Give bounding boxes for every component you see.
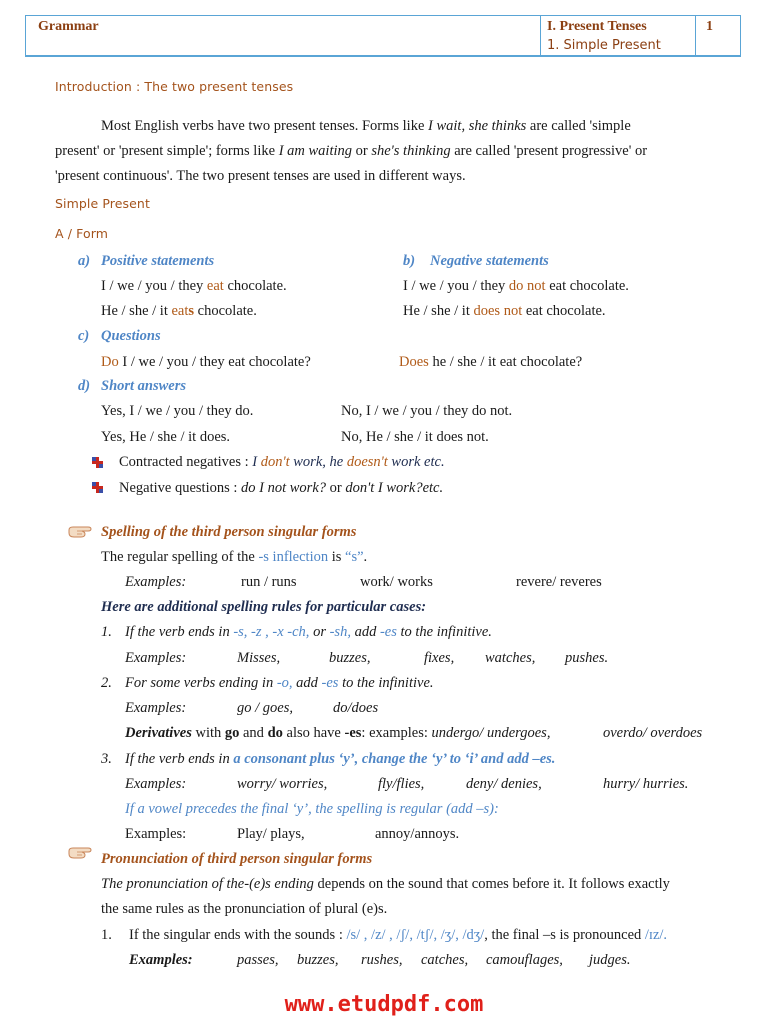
example-word: run / runs bbox=[241, 574, 297, 590]
item-label: b) bbox=[403, 253, 416, 269]
text-run: eat bbox=[206, 278, 224, 294]
text-run: : examples: bbox=[361, 725, 432, 741]
text-run: chocolate. bbox=[223, 278, 287, 294]
positive-example bbox=[101, 303, 257, 320]
example-word: fixes, bbox=[424, 650, 455, 666]
header-divider bbox=[540, 16, 541, 55]
example-word: judges. bbox=[589, 952, 631, 968]
form-heading: A / Form bbox=[55, 226, 108, 241]
text-run: I am waiting bbox=[278, 143, 352, 159]
header-subject: Grammar bbox=[38, 19, 99, 34]
rule-number: 1. bbox=[101, 927, 112, 943]
text-run: -o, bbox=[276, 675, 293, 691]
rule-text bbox=[125, 624, 492, 641]
text-run: and bbox=[239, 725, 268, 741]
text-run: he / she / it eat chocolate? bbox=[428, 354, 583, 370]
negative-statements-title: Negative statements bbox=[430, 253, 549, 269]
text-run: -s, -z , -x -ch, bbox=[233, 624, 310, 640]
text-run: . bbox=[363, 549, 368, 565]
text-run: If the verb ends in bbox=[125, 751, 234, 767]
intro-paragraph-line bbox=[101, 118, 631, 135]
rule-text bbox=[125, 751, 555, 768]
example-word: Misses, bbox=[237, 650, 281, 666]
regular-spelling-line bbox=[101, 549, 367, 566]
example-word: Play/ plays, bbox=[237, 826, 305, 842]
text-run: Most English verbs have two present tenses. Forms like bbox=[101, 118, 429, 134]
header-section: 1. Simple Present bbox=[547, 38, 661, 53]
example-word: go / goes, bbox=[237, 700, 293, 716]
item-label: c) bbox=[78, 328, 90, 344]
text-run: -es bbox=[321, 675, 339, 691]
item-label: d) bbox=[78, 378, 91, 394]
footer-url: www.etudpdf.com bbox=[284, 992, 484, 1017]
example-word: pushes. bbox=[565, 650, 609, 666]
rule-text bbox=[129, 927, 667, 944]
rule-text bbox=[125, 675, 434, 692]
contracted-negatives bbox=[119, 454, 445, 471]
header-divider bbox=[695, 16, 696, 55]
text-run: to the infinitive. bbox=[338, 675, 434, 691]
text-run: are called 'simple bbox=[526, 118, 631, 134]
question-example bbox=[399, 354, 582, 371]
examples-label: Examples: bbox=[125, 776, 187, 792]
short-answer: Yes, He / she / it does. bbox=[101, 429, 231, 445]
examples-label: Examples: bbox=[125, 574, 187, 590]
example-word: buzzes, bbox=[329, 650, 371, 666]
example-word: overdo/ overdoes bbox=[603, 725, 703, 741]
text-run: she's thinking bbox=[371, 143, 451, 159]
example-word: deny/ denies, bbox=[466, 776, 542, 792]
text-run: Do bbox=[101, 354, 119, 370]
example-word: camouflages, bbox=[486, 952, 563, 968]
example-word: buzzes, bbox=[297, 952, 339, 968]
text-run: is bbox=[328, 549, 346, 565]
plus-bullet-icon bbox=[92, 457, 103, 468]
text-run: work, he bbox=[289, 454, 347, 470]
text-run: He / she / it bbox=[101, 303, 172, 319]
pronunciation-paragraph-line: the same rules as the pronunciation of plural (e)s. bbox=[101, 901, 388, 917]
text-run: -es bbox=[344, 725, 362, 741]
examples-label: Examples: bbox=[125, 826, 187, 842]
text-run: Contracted negatives : bbox=[119, 454, 253, 470]
text-run: depends on the sound that comes before it. It follows exactly bbox=[313, 876, 670, 892]
simple-present-heading: Simple Present bbox=[55, 196, 150, 211]
text-run: also have bbox=[282, 725, 345, 741]
short-answer: No, I / we / you / they do not. bbox=[341, 403, 513, 419]
text-run: a consonant plus ‘y’, change the ‘y’ to ‘i’ and add –es. bbox=[233, 751, 556, 767]
text-run: with bbox=[191, 725, 225, 741]
example-word: fly/flies, bbox=[378, 776, 425, 792]
text-run: present' or 'present simple'; forms like bbox=[55, 143, 279, 159]
text-run: don't bbox=[260, 454, 290, 470]
example-word: do/does bbox=[333, 700, 379, 716]
header-chapter: I. Present Tenses bbox=[547, 19, 647, 34]
text-run: undergo/ undergoes, bbox=[431, 725, 551, 741]
text-run: The pronunciation of the-(e)s ending bbox=[101, 876, 314, 892]
text-run: or bbox=[326, 480, 346, 496]
examples-label: Examples: bbox=[129, 952, 193, 968]
text-run: , the final –s is pronounced bbox=[484, 927, 645, 943]
text-run: s bbox=[188, 303, 195, 319]
rules-heading: Here are additional spelling rules for particular cases: bbox=[101, 599, 427, 615]
question-example bbox=[101, 354, 311, 371]
text-run: I wait, she thinks bbox=[428, 118, 527, 134]
text-run: -es bbox=[379, 624, 397, 640]
text-run: or bbox=[309, 624, 330, 640]
examples-label: Examples: bbox=[125, 650, 187, 666]
text-run: Derivatives bbox=[125, 725, 192, 741]
negative-example bbox=[403, 278, 629, 295]
rule-number: 2. bbox=[101, 675, 112, 691]
examples-label: Examples: bbox=[125, 700, 187, 716]
text-run: add bbox=[292, 675, 322, 691]
short-answers-title: Short answers bbox=[101, 378, 187, 394]
text-run: I / we / you / they bbox=[403, 278, 509, 294]
example-word: rushes, bbox=[361, 952, 403, 968]
text-run: If the verb ends in bbox=[125, 624, 234, 640]
example-word: watches, bbox=[485, 650, 536, 666]
questions-title: Questions bbox=[101, 328, 161, 344]
rule-number: 3. bbox=[101, 751, 112, 767]
example-word: worry/ worries, bbox=[237, 776, 328, 792]
text-run: -sh, bbox=[329, 624, 351, 640]
positive-statements-title: Positive statements bbox=[101, 253, 215, 269]
plus-bullet-icon bbox=[92, 482, 103, 493]
text-run: If the singular ends with the sounds : bbox=[129, 927, 347, 943]
text-run: I / we / you / they eat chocolate? bbox=[118, 354, 311, 370]
text-run: work etc. bbox=[387, 454, 445, 470]
text-run: /s/ , /z/ , /ʃ/, /tʃ/, /ʒ/, /dʒ/ bbox=[346, 927, 485, 943]
text-run: For some verbs ending in bbox=[125, 675, 277, 691]
text-run: do I not work? bbox=[241, 480, 327, 496]
text-run: -s inflection bbox=[258, 549, 329, 565]
example-word: hurry/ hurries. bbox=[603, 776, 689, 792]
example-word: annoy/annoys. bbox=[375, 826, 460, 842]
text-run: chocolate. bbox=[194, 303, 257, 319]
text-run: are called 'present progressive' or bbox=[450, 143, 648, 159]
text-run: Does bbox=[399, 354, 429, 370]
text-run: He / she / it bbox=[403, 303, 474, 319]
pointing-hand-icon bbox=[68, 846, 92, 860]
intro-paragraph-line: 'present continuous'. The two present tenses are used in different ways. bbox=[55, 168, 466, 184]
text-run: do bbox=[267, 725, 283, 741]
text-run: go bbox=[224, 725, 240, 741]
text-run: eat chocolate. bbox=[545, 278, 629, 294]
text-run: “s” bbox=[345, 549, 364, 565]
text-run: don't I work?etc. bbox=[345, 480, 444, 496]
example-word: revere/ reveres bbox=[516, 574, 602, 590]
intro-heading: Introduction : The two present tenses bbox=[55, 79, 294, 94]
short-answer: Yes, I / we / you / they do. bbox=[101, 403, 254, 419]
example-word: catches, bbox=[421, 952, 469, 968]
text-run: /ɪz/. bbox=[644, 927, 668, 943]
text-run: The regular spelling of the bbox=[101, 549, 259, 565]
text-run: do not bbox=[508, 278, 546, 294]
text-run: eat chocolate. bbox=[522, 303, 606, 319]
text-run: I / we / you / they bbox=[101, 278, 207, 294]
vowel-rule: If a vowel precedes the final ‘y’, the spelling is regular (add –s): bbox=[125, 801, 499, 817]
derivatives-line bbox=[125, 725, 550, 742]
example-word: work/ works bbox=[360, 574, 433, 590]
intro-paragraph-line bbox=[55, 143, 647, 160]
example-word: passes, bbox=[237, 952, 279, 968]
text-run: to the infinitive. bbox=[396, 624, 492, 640]
item-label: a) bbox=[78, 253, 91, 269]
text-run: or bbox=[352, 143, 372, 159]
page-number: 1 bbox=[706, 19, 713, 34]
text-run: eat bbox=[171, 303, 189, 319]
text-run: doesn't bbox=[346, 454, 388, 470]
short-answer: No, He / she / it does not. bbox=[341, 429, 489, 445]
text-run: add bbox=[350, 624, 380, 640]
pronunciation-paragraph-line bbox=[101, 876, 670, 893]
rule-number: 1. bbox=[101, 624, 112, 640]
negative-example bbox=[403, 303, 606, 320]
text-run: does not bbox=[473, 303, 523, 319]
positive-example bbox=[101, 278, 287, 295]
pronunciation-heading: Pronunciation of third person singular forms bbox=[101, 851, 373, 867]
pointing-hand-icon bbox=[68, 525, 92, 539]
spelling-heading: Spelling of the third person singular forms bbox=[101, 524, 357, 540]
negative-questions bbox=[119, 480, 443, 497]
text-run: I bbox=[252, 454, 261, 470]
text-run: Negative questions : bbox=[119, 480, 242, 496]
